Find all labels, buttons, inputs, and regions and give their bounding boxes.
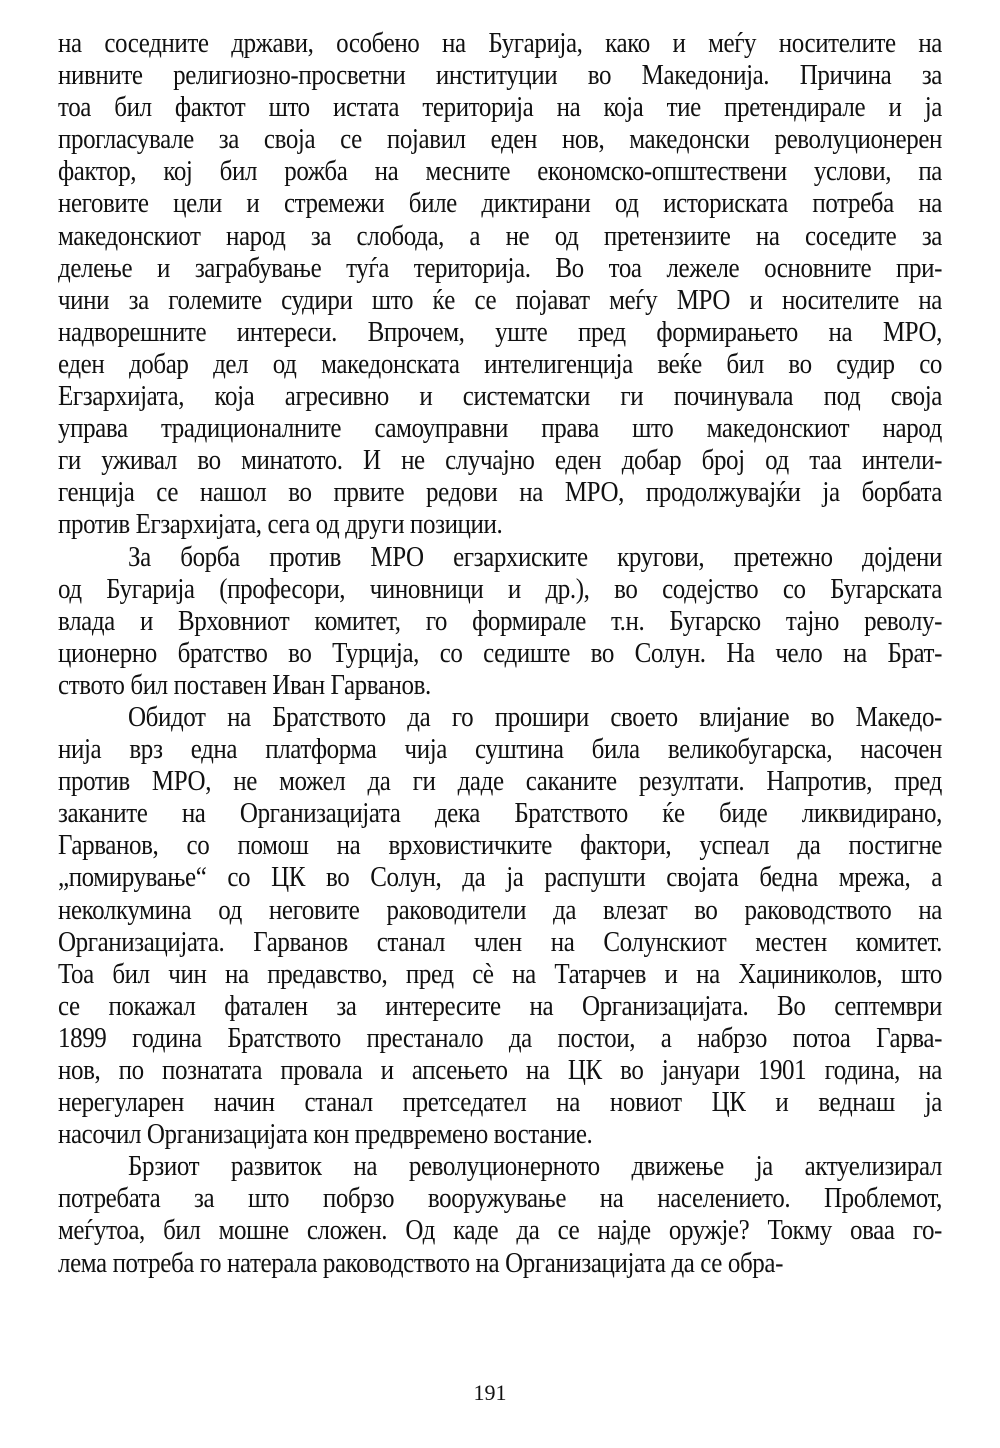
text-line: меѓутоа, бил мошне сложен. Од каде да се најде оружје? Токму оваа го-	[58, 1215, 942, 1247]
text-line: македонскиот народ за слобода, а не од претензиите на соседите за	[58, 220, 942, 252]
text-line: Егзархијата, која агресивно и систематски ги починувала под своја	[58, 381, 942, 412]
paragraph	[58, 28, 942, 542]
text-line: Организацијата. Гарванов станал член на Солунскиот местен комитет.	[58, 926, 942, 958]
text-line: неговите цели и стремежи биле диктирани од историската потреба на	[58, 188, 942, 220]
text-line: 1899 година Братството престанало да постои, а набрзо потоа Гарва-	[58, 1023, 942, 1054]
text-line: управа традиционалните самоуправни права што македонскиот народ	[58, 413, 942, 444]
text-line: нерегуларен начин станал претседател на новиот ЦК и веднаш ја	[58, 1087, 942, 1118]
text-line: неколкумина од неговите раководители да влезат во раководството на	[58, 894, 942, 926]
paragraph	[58, 1151, 942, 1279]
body-text	[58, 28, 942, 1280]
text-line: нов, по познатата провала и апсењето на ЦК во јануари 1901 година, на	[58, 1055, 942, 1086]
text-line: влада и Врховниот комитет, го формирале т.н. Бугарско тајно револу-	[58, 606, 942, 637]
text-line: заканите на Организацијата дека Братството ќе биде ликвидирано,	[58, 798, 942, 829]
text-line: потребата за што побрзо вооружување на населението. Проблемот,	[58, 1183, 942, 1214]
text-line: За борба против МРО егзархиските кругови, претежно дојдени	[128, 541, 942, 573]
text-line: Тоа бил чин на предавство, пред сè на Татарчев и на Хаџиниколов, што	[58, 959, 942, 990]
text-line: Гарванов, со помош на врховистичките фактори, успеал да постигне	[58, 830, 942, 861]
text-line: фактор, кој бил рожба на месните економско-општествени услови, па	[58, 156, 942, 187]
text-line: Обидот на Братството да го прошири своето влијание во Македо-	[128, 702, 942, 733]
text-line: генција се нашол во првите редови на МРО, продолжувајќи ја борбата	[58, 477, 942, 508]
text-line: еден добар дел од македонската интелигенција веќе бил во судир со	[58, 349, 942, 380]
text-line: нија врз една платформа чија суштина била великобугарска, насочен	[58, 734, 942, 765]
page-number: 191	[473, 1380, 507, 1405]
text-line: тоа бил фактот што истата територија на која тие претендирале и ја	[58, 92, 942, 123]
text-line: прогласувале за своја се појавил еден нов, македонски револуционерен	[58, 124, 942, 155]
text-line: ги уживал во минатото. И не случајно еден добар број од таа интели-	[58, 445, 942, 476]
text-line: на соседните држави, особено на Бугарија, како и меѓу носителите на	[58, 28, 942, 59]
text-line: од Бугарија (професори, чиновници и др.), во содејство со Бугарската	[58, 573, 942, 605]
text-line: ционерно братство во Турција, со седиште во Солун. На чело на Брат-	[58, 638, 942, 669]
text-line: насочил Организацијата кон предвремено востание.	[58, 1119, 593, 1150]
text-line: надворешните интереси. Впрочем, уште пред формирањето на МРО,	[58, 317, 942, 348]
text-line: се покажал фатален за интересите на Организацијата. Во септември	[58, 991, 942, 1022]
text-line: нивните религиозно-просветни институции во Македонија. Причина за	[58, 60, 942, 91]
paragraph	[58, 542, 942, 702]
text-line: чини за големите судири што ќе се појават меѓу МРО и носителите на	[58, 285, 942, 316]
text-line: против МРО, не можел да ги даде саканите резултати. Напротив, пред	[58, 766, 942, 797]
text-line: ството бил поставен Иван Гарванов.	[58, 670, 431, 701]
paragraph	[58, 702, 942, 1151]
text-line: лема потреба го натерала раководството на Организацијата да се обра-	[58, 1247, 783, 1279]
text-line: „помирување“ со ЦК во Солун, да ја распушти својата бедна мрежа, а	[58, 862, 942, 893]
text-line: делење и заграбување туѓа територија. Во тоа лежеле основните при-	[58, 252, 942, 284]
text-line: против Егзархијата, сега од други позиции.	[58, 509, 503, 540]
text-line: Брзиот развиток на револуционерното движење ја актуелизирал	[128, 1151, 942, 1182]
